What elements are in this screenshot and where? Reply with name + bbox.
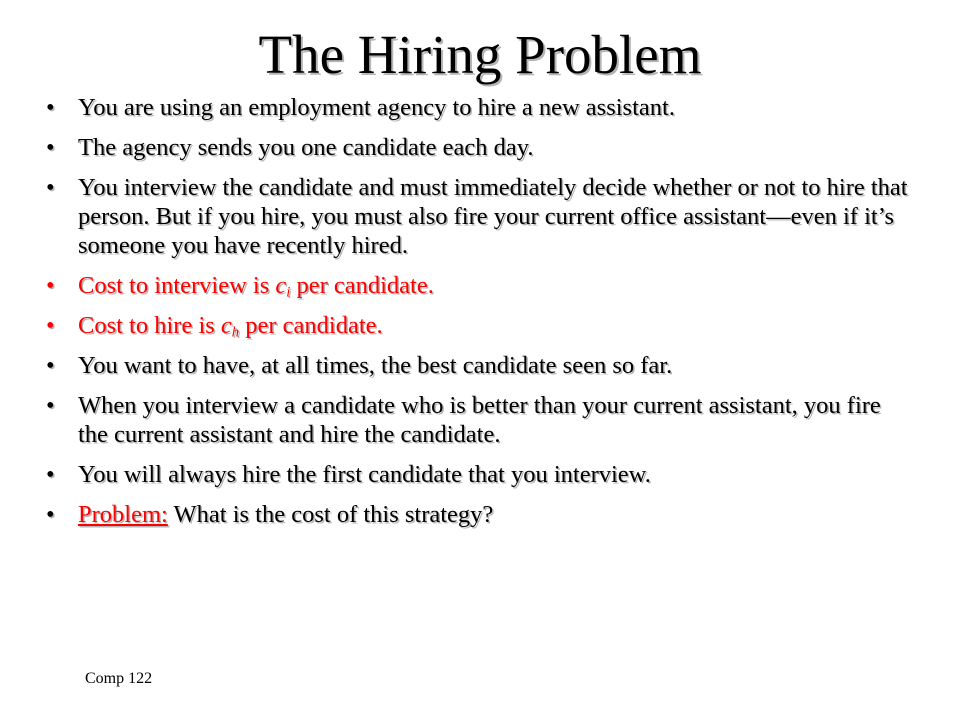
cost-subscript: i	[286, 284, 291, 301]
problem-question: What is the cost of this strategy?	[167, 501, 494, 528]
bullet-text-suffix: per candidate.	[239, 312, 383, 339]
bullet-text: You want to have, at all times, the best candidate seen so far.	[78, 352, 673, 379]
bullet-text: Cost to interview is	[78, 272, 276, 299]
bullet-dot: •	[46, 392, 55, 419]
bullet-text: When you interview a candidate who is better than your current assistant, you fire the current assistant and hire the candidate.	[78, 392, 881, 448]
bullet-item-interview-cost	[46, 271, 916, 300]
cost-variable: c	[275, 272, 287, 299]
bullet-dot: •	[46, 501, 55, 528]
cost-variable: c	[220, 312, 232, 339]
bullet-text: The agency sends you one candidate each day.	[78, 134, 534, 161]
bullet-dot: •	[46, 461, 55, 488]
bullet-item	[46, 391, 916, 449]
slide-title: The Hiring Problem	[258, 24, 702, 85]
slide-footer: Comp 122	[85, 670, 153, 687]
bullet-dot: •	[46, 94, 55, 121]
bullet-text: You interview the candidate and must immediately decide whether or not to hire that person. But if you hire, you must also fire your current office assistant—even if it’s someone you have recently hired.	[78, 174, 908, 259]
bullet-dot: •	[46, 352, 55, 379]
bullet-item	[46, 133, 916, 162]
bullet-text: You will always hire the first candidate that you interview.	[78, 461, 651, 488]
bullet-text-suffix: per candidate.	[290, 272, 434, 299]
problem-label: Problem:	[78, 501, 168, 528]
bullet-list	[46, 93, 916, 540]
bullet-item-hire-cost	[46, 311, 916, 340]
bullet-text: You are using an employment agency to hire a new assistant.	[78, 94, 675, 121]
bullet-dot: •	[46, 312, 55, 339]
bullet-dot: •	[46, 174, 55, 201]
bullet-item	[46, 351, 916, 380]
bullet-item	[46, 93, 916, 122]
bullet-dot: •	[46, 272, 55, 299]
cost-subscript: h	[231, 324, 240, 341]
bullet-item-problem	[46, 500, 916, 529]
bullet-dot: •	[46, 134, 55, 161]
bullet-text: Cost to hire is	[78, 312, 221, 339]
bullet-item	[46, 173, 916, 260]
bullet-item	[46, 460, 916, 489]
